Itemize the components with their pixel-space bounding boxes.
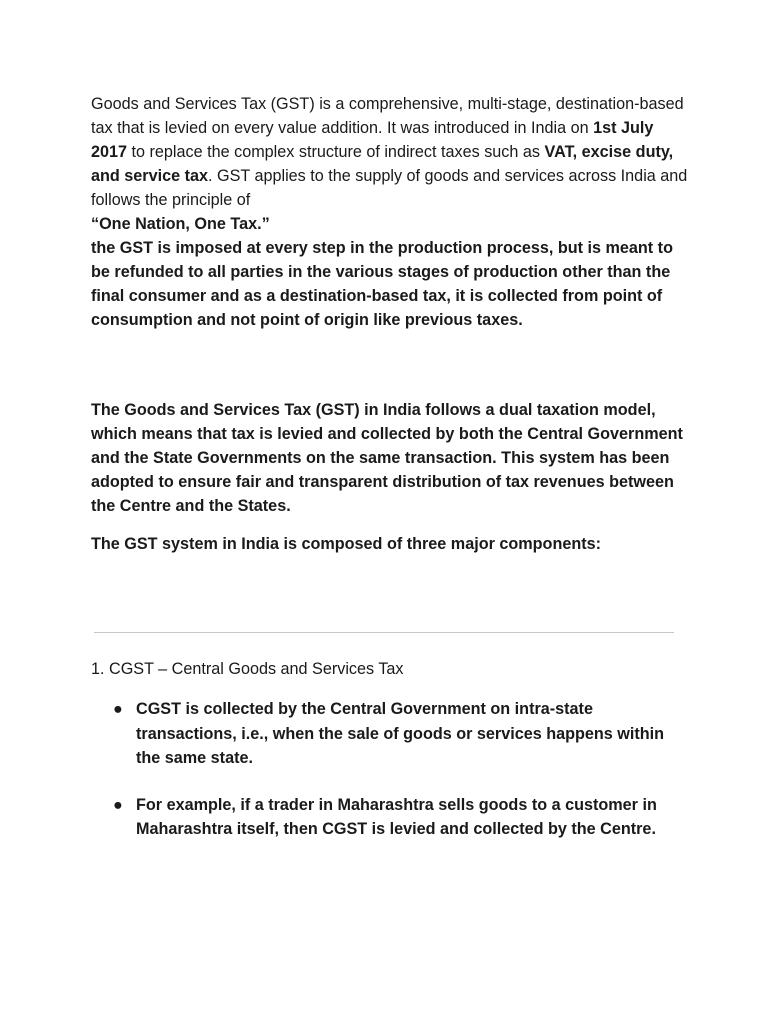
- list-item: [91, 793, 671, 842]
- intro-paragraph: [91, 92, 691, 236]
- list-item: [91, 697, 671, 771]
- components-intro: The GST system in India is composed of three major components:: [91, 535, 602, 553]
- cgst-bullet-list: [91, 697, 671, 842]
- document-body: [91, 92, 691, 556]
- dual-taxation-paragraph: The Goods and Services Tax (GST) in India follows a dual taxation model, which means that tax is levied and collected by both the Central Government and the State Governments on the same transaction. This system has been adopted to ensure fair and transparent distribution of tax revenues between the Centre and the States.: [91, 401, 683, 515]
- intro-text-3: . GST applies to the supply of goods and services across India and follows the principle of: [91, 167, 688, 209]
- intro-text-2: to replace the complex structure of indirect taxes such as: [127, 143, 545, 161]
- gst-launch-date: 1st July 2017: [91, 119, 654, 161]
- gst-motto: “One Nation, One Tax.”: [91, 215, 270, 233]
- bullet-icon: ●: [113, 700, 123, 718]
- bullet-text: CGST is collected by the Central Government on intra-state transactions, i.e., when the sale of goods or services happens within the same state.: [136, 700, 665, 767]
- horizontal-divider: [94, 632, 674, 633]
- replaced-taxes: VAT, excise duty, and service tax: [91, 143, 674, 185]
- bullet-icon: ●: [113, 795, 123, 814]
- bullet-text: For example, if a trader in Maharashtra sells goods to a customer in Maharashtra itself, then CGST is levied and collected by the Centre.: [136, 795, 657, 838]
- intro-text-1: Goods and Services Tax (GST) is a comprehensive, multi-stage, destination-based tax that is levied on every value addition. It was introduced in India on: [91, 95, 684, 137]
- gst-refund-paragraph: the GST is imposed at every step in the production process, but is meant to be refunded to all parties in the various stages of production other than the final consumer and as a destination-based tax, it is collected from point of consumption and not point of origin like previous taxes.: [91, 239, 673, 329]
- cgst-heading: 1. CGST – Central Goods and Services Tax: [91, 660, 404, 678]
